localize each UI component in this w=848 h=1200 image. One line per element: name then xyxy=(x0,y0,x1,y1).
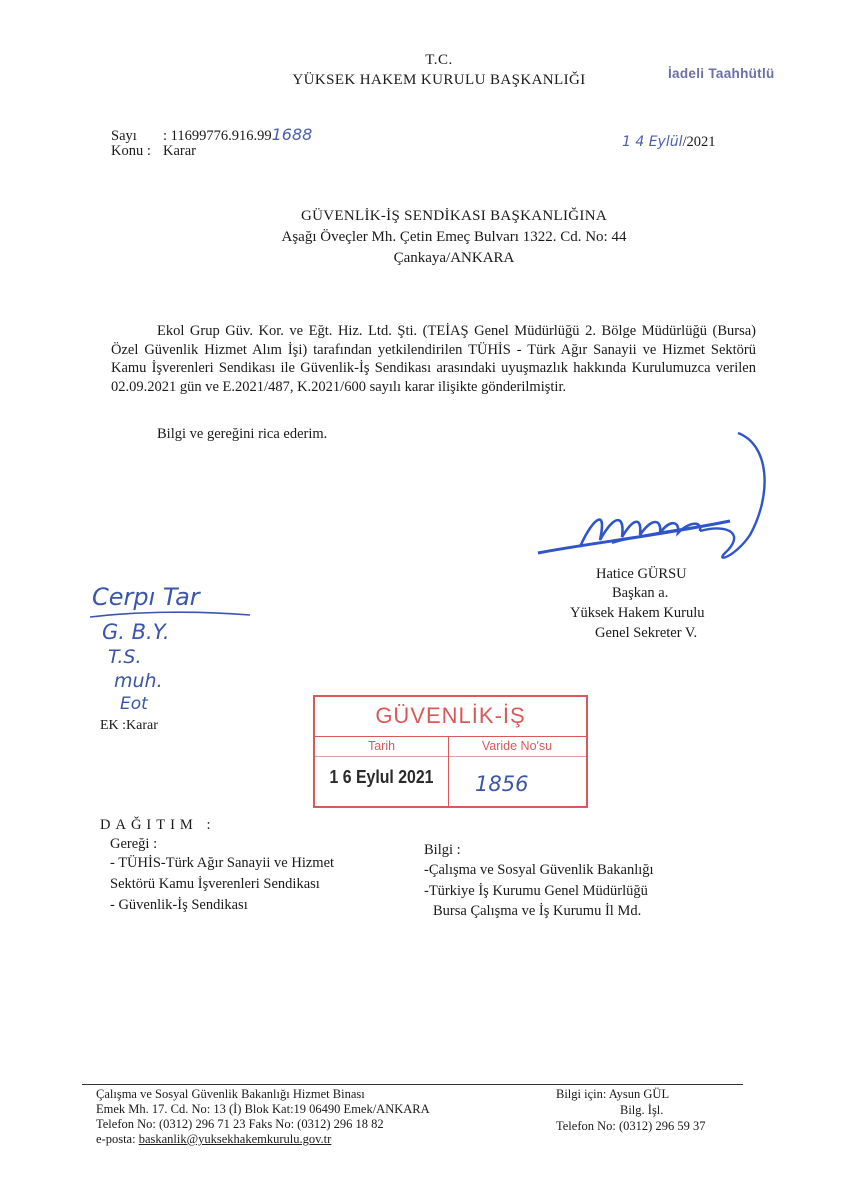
stamp-divider xyxy=(315,736,586,737)
footer-divider xyxy=(82,1084,743,1085)
recipient-city: Çankaya/ANKARA xyxy=(393,250,515,266)
footer-phone: Telefon No: (0312) 296 71 23 Faks No: (0312) 296 18 82 xyxy=(96,1117,384,1131)
konu-label: Konu : xyxy=(111,143,151,159)
konu-row xyxy=(111,143,196,160)
geregi-heading: Gereği : xyxy=(110,836,158,852)
recipient-name: GÜVENLİK-İŞ SENDİKASI BAŞKANLIĞINA xyxy=(300,208,607,224)
bilgi-item: Bursa Çalışma ve İş Kurumu İl Md. xyxy=(433,903,642,919)
recipient-address-line: Aşağı Öveçler Mh. Çetin Emeç Bulvarı 1322. Cd. No: 44 xyxy=(281,229,627,245)
signatory-name: Hatice GÜRSU xyxy=(596,566,687,582)
footer-email-label: e-posta: xyxy=(96,1132,139,1146)
signatory-title-3: Genel Sekreter V. xyxy=(595,625,698,641)
stamp-varide-label: Varide No'su xyxy=(481,739,553,753)
footer-contact-person: Bilgi için: Aysun GÜL xyxy=(556,1087,670,1101)
signatory-title-1: Başkan a. xyxy=(612,585,669,601)
bilgi-heading: Bilgi : xyxy=(424,842,461,858)
handnote-line-2: G. B.Y. xyxy=(102,620,170,644)
footer-address: Emek Mh. 17. Cd. No: 13 (İ) Blok Kat:19 06490 Emek/ANKARA xyxy=(96,1102,430,1116)
attachment-value: :Karar xyxy=(122,718,158,733)
body-paragraph: Ekol Grup Güv. Kor. ve Eğt. Hiz. Ltd. Şti. (TEİAŞ Genel Müdürlüğü 2. Bölge Müdürlüğü (Bursa) Özel Güvenlik Hizmet Alım İşi) tarafından yetkilendirilen TÜHİS - Türk Ağır Sanayii ve Hizmet Sektörü Kamu İşverenleri Sendikası ile Güvenlik-İş Sendikası arasındaki uyuşmazlık hakkında Kurulumuzca verilen 02.09.2021 gün ve E.2021/487, K.2021/600 sayılı karar ilişikte gönderilmiştir. xyxy=(111,323,756,395)
stamp-title: GÜVENLİK-İŞ xyxy=(375,703,526,728)
signature-scribble xyxy=(530,425,780,575)
footer-email-row xyxy=(96,1132,331,1147)
handnote-line-1: Cerpı Tar xyxy=(92,583,200,611)
footer-email-link[interactable]: baskanlik@yuksekhakemkurulu.gov.tr xyxy=(138,1132,332,1146)
attachment-row xyxy=(100,718,158,734)
signatory-title-2: Yüksek Hakem Kurulu xyxy=(570,605,705,621)
stamp-number-value: 1856 xyxy=(475,772,529,796)
stamp-tarih-label: Tarih xyxy=(367,739,396,753)
handwritten-notes xyxy=(90,575,280,715)
closing-line: Bilgi ve gereğini rica ederim. xyxy=(157,426,328,442)
sayi-label: Sayı xyxy=(111,128,137,144)
geregi-item: - TÜHİS-Türk Ağır Sanayii ve Hizmet xyxy=(110,855,335,871)
geregi-item: - Güvenlik-İş Sendikası xyxy=(110,897,248,913)
geregi-item: Sektörü Kamu İşverenleri Sendikası xyxy=(110,876,320,892)
registered-mail-stamp: İadeli Taahhütlü xyxy=(668,66,775,81)
bilgi-item: -Türkiye İş Kurumu Genel Müdürlüğü xyxy=(424,883,648,899)
konu-value: Karar xyxy=(163,143,197,159)
sayi-value: : 11699776.916.99 xyxy=(163,128,272,144)
sayi-row xyxy=(111,125,312,145)
distribution-title: DAĞITIM : xyxy=(100,817,216,833)
header-tc: T.C. xyxy=(425,52,453,68)
stamp-divider-2 xyxy=(315,756,586,757)
document-date xyxy=(622,134,716,151)
stamp-date-value: 1 6 Eylul 2021 xyxy=(329,767,434,787)
handnote-line-3: T.S. xyxy=(108,646,142,668)
date-year: /2021 xyxy=(682,134,716,150)
date-handwritten: 1 4 Eylül xyxy=(622,134,683,150)
received-stamp xyxy=(313,695,588,808)
footer-contact-role: Bilg. İşl. xyxy=(620,1103,664,1117)
handnote-line-5: Eot xyxy=(120,694,148,714)
sayi-handwritten: 1688 xyxy=(271,125,313,144)
handnote-line-4: muh. xyxy=(114,670,163,692)
bilgi-item: -Çalışma ve Sosyal Güvenlik Bakanlığı xyxy=(424,862,654,878)
footer-contact-phone: Telefon No: (0312) 296 59 37 xyxy=(556,1119,706,1133)
attachment-label: EK xyxy=(100,718,119,733)
header-organization: YÜKSEK HAKEM KURULU BAŞKANLIĞI xyxy=(292,72,586,88)
footer-building: Çalışma ve Sosyal Güvenlik Bakanlığı Hizmet Binası xyxy=(96,1087,365,1101)
